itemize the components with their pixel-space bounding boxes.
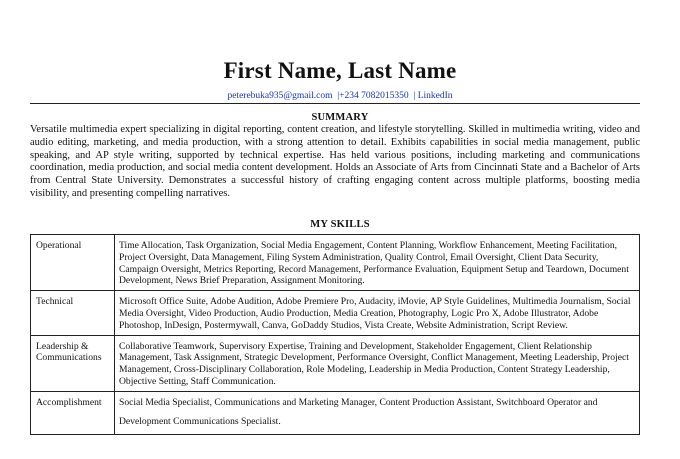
table-row xyxy=(31,291,640,335)
table-row xyxy=(31,235,640,291)
email-link[interactable]: peterebuka935@gmail.com xyxy=(227,91,333,101)
table-row xyxy=(31,335,640,391)
skill-category: Leadership & Communications xyxy=(31,335,115,391)
skill-category: Accomplishment xyxy=(31,391,115,434)
contact-separator: | xyxy=(337,91,340,101)
skill-items: Social Media Specialist, Communications and Marketing Manager, Content Production Assistant, Switchboard Operator and Development Communications Specialist. xyxy=(115,391,640,434)
skill-items: Collaborative Teamwork, Supervisory Expertise, Training and Development, Stakeholder Engagement, Client Relationship Management, Task Assignment, Strategic Development, Performance Oversight, Conflict Management, Meeting Leadership, Project Management, Cross-Disciplinary Collaboration, Role Modeling, Leadership in Media Production, Content Strategy Leadership, Objective Setting, Staff Communication. xyxy=(115,335,640,391)
contact-line xyxy=(0,90,680,102)
header-divider xyxy=(30,103,640,104)
linkedin-link[interactable]: LinkedIn xyxy=(417,91,453,101)
phone-number: +234 7082015350 xyxy=(339,91,409,101)
summary-heading: SUMMARY xyxy=(311,112,369,123)
skill-category: Operational xyxy=(31,235,115,291)
skills-table xyxy=(30,234,640,435)
candidate-name: First Name, Last Name xyxy=(223,58,457,83)
contact-separator: | xyxy=(413,91,416,101)
skill-items: Microsoft Office Suite, Adobe Audition, Adobe Premiere Pro, Audacity, iMovie, AP Style Guidelines, Multimedia Journalism, Social Media Oversight, Video Production, Audio Production, Media Creation, Photography, Logic Pro X, Adobe Illustrator, Adobe Photoshop, InDesign, Postermywall, Canva, GoDaddy Studios, Vista Create, Website Administration, Script Review. xyxy=(115,291,640,335)
skills-heading: MY SKILLS xyxy=(310,219,370,230)
table-row xyxy=(31,391,640,434)
skill-items: Time Allocation, Task Organization, Social Media Engagement, Content Planning, Workflow Enhancement, Meeting Facilitation, Project Oversight, Data Management, Filing System Administration, Quality Control, Email Oversight, Client Data Security, Campaign Oversight, Metrics Reporting, Record Management, Performance Evaluation, Equipment Setup and Teardown, Document Development, News Brief Preparation, Assignment Monitoring. xyxy=(115,235,640,291)
summary-paragraph: Versatile multimedia expert specializing in digital reporting, content creation, and lifestyle storytelling. Skilled in multimedia writing, video and audio editing, marketing, and media production, with a strong attention to detail. Exhibits capabilities in social media management, public speaking, and AP style writing, supported by technical expertise. Has held various positions, including marketing and communications coordination, media production, and social media content development. Holds an Associate of Arts from Cincinnati State and a Bachelor of Arts from Central State University. Demonstrates a successful history of crafting engaging content across multiple platforms, boosting media visibility, and presenting compelling narratives. xyxy=(30,124,640,199)
skill-category: Technical xyxy=(31,291,115,335)
